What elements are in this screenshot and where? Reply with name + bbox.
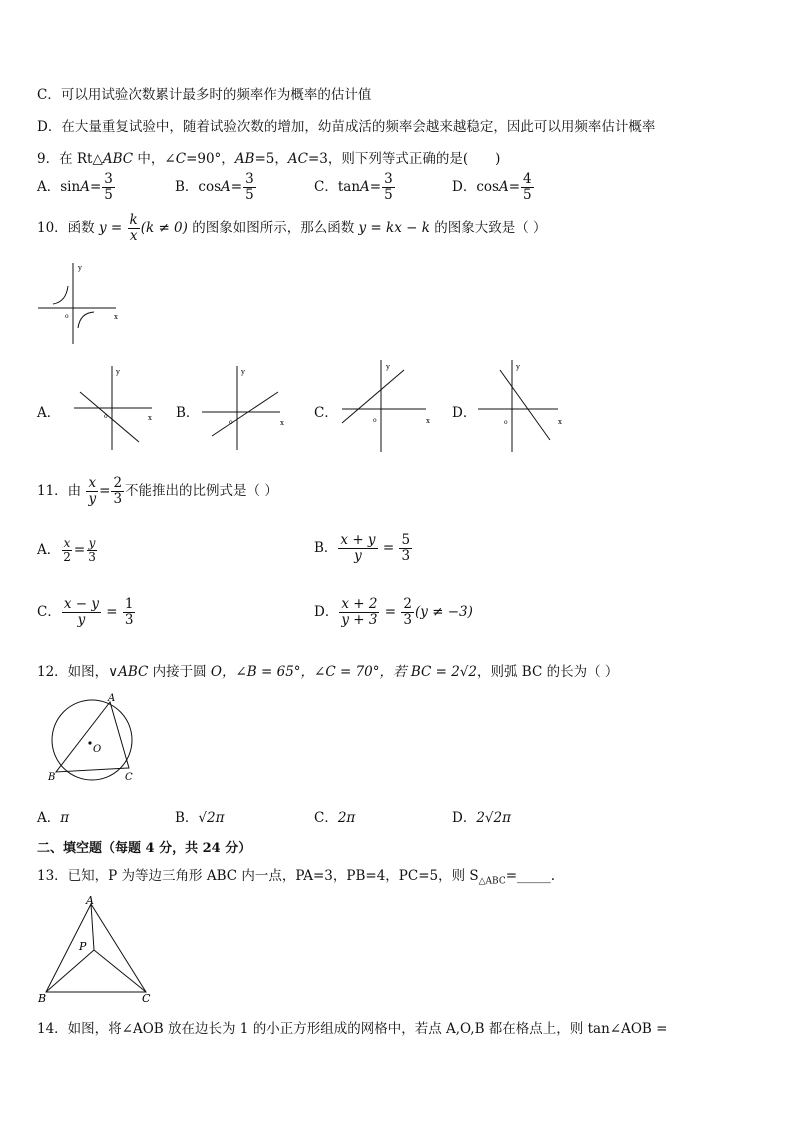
fraction: $\frac{4}{5}$ <box>523 171 532 203</box>
q13-triangle-figure <box>36 892 156 1006</box>
line-graph <box>342 370 404 423</box>
q10-option-d-label[interactable]: D． <box>452 405 477 421</box>
q8-option-d: D．在大量重复试验中，随着试验次数的增加，幼苗成活的频率会越来越稳定，因此可以用频率估计概率 <box>37 119 656 135</box>
fraction: $\frac{x}{y}$ <box>88 475 97 507</box>
fraction: $\frac{2}{3}$ <box>113 475 123 507</box>
q11-stem: 11．由 $\frac{x}{y}$ = $\frac{2}{3}$ 不能推出的比例式是（ ） <box>37 475 278 507</box>
origin-label: o <box>373 417 377 424</box>
axis-label-y: y <box>116 368 120 376</box>
line-graph <box>80 392 139 442</box>
axis-label-x: x <box>558 418 562 426</box>
fraction: $\frac{1}{3}$ <box>124 596 134 628</box>
origin-label: o <box>229 419 233 426</box>
point-label-b: B <box>38 992 47 1005</box>
axis-label-x: x <box>280 419 284 427</box>
q12-option-c[interactable]: C．2π <box>314 810 356 826</box>
fraction: $\frac{x}{2}$ <box>63 536 71 565</box>
center-dot <box>88 741 91 744</box>
fraction: $\frac{y}{3}$ <box>88 536 96 565</box>
fraction: $\frac{3}{5}$ <box>104 171 113 203</box>
point-label-a: A <box>86 894 94 907</box>
q12-option-d[interactable]: D．2√2π <box>452 810 511 826</box>
q9-option-b[interactable]: B．cosA= $\frac{3}{5}$ <box>175 171 254 203</box>
fraction: $\frac{2}{3}$ <box>403 596 412 628</box>
q11-option-c[interactable]: C． $\frac{x - y}{y}$ = $\frac{1}{3}$ <box>37 596 134 628</box>
fraction: $\frac{3}{5}$ <box>384 171 393 203</box>
axis-label-x: x <box>148 414 152 422</box>
q10-option-c-label[interactable]: C． <box>314 405 338 421</box>
axis-label-x: x <box>114 313 118 321</box>
fraction: $\frac{5}{3}$ <box>401 532 411 564</box>
axis-label-y: y <box>516 363 520 371</box>
q10-option-a-label[interactable]: A． <box>37 405 61 421</box>
fraction: $\frac{3}{5}$ <box>245 171 254 203</box>
q12-circle-figure <box>42 690 147 785</box>
q10-option-c-graph[interactable] <box>340 356 436 454</box>
q10-option-b-label[interactable]: B． <box>176 405 200 421</box>
line-graph <box>500 370 550 440</box>
hyperbola-branch-left <box>53 286 68 304</box>
axis-label-y: y <box>241 368 245 376</box>
q10-stem: 10．函数 y = $\frac{k}{x}$ (k ≠ 0) 的图象如图所示，那么函数 y = kx − k 的图象大致是（ ） <box>37 212 547 244</box>
line-graph <box>212 392 278 436</box>
segment-pb <box>46 950 94 992</box>
point-label-b: B <box>48 772 56 783</box>
triangle-abc <box>56 702 129 772</box>
fraction: $\frac{x - y}{y}$ <box>63 596 99 628</box>
point-label-c: C <box>142 992 151 1005</box>
origin-label: o <box>504 419 508 426</box>
axis-label-x: x <box>426 417 430 425</box>
q12-stem: 12．如图，∨ABC 内接于圆 O，∠B = 65°，∠C = 70°，若 BC = 2√2，则弧 BC 的长为（ ） <box>37 664 619 680</box>
fraction: $\frac{x + y}{y}$ <box>340 532 376 564</box>
q13-stem: 13．已知，P 为等边三角形 ABC 内一点，PA=3，PB=4，PC=5，则 $S_{\triangle ABC}=\_\_\_\_\_$. <box>37 868 556 887</box>
q10-option-a-graph[interactable] <box>72 362 160 452</box>
axis-label-y: y <box>386 363 390 371</box>
q10-option-b-graph[interactable] <box>200 362 292 452</box>
q12-option-b[interactable]: B．√2π <box>175 810 225 826</box>
q11-option-b[interactable]: B． $\frac{x + y}{y}$ = $\frac{5}{3}$ <box>314 532 411 564</box>
q9-stem: 9．在 Rt△ABC 中，∠C=90°，AB=5，AC=3，则下列等式正确的是( ) <box>37 151 501 167</box>
q11-option-d[interactable]: D． $\frac{x + 2}{y + 3}$ = $\frac{2}{3}$ (y ≠ −3) <box>314 596 473 628</box>
q9-option-d[interactable]: D．cosA= $\frac{4}{5}$ <box>452 171 532 203</box>
q9-option-c[interactable]: C．tanA= $\frac{3}{5}$ <box>314 171 393 203</box>
q10-option-d-graph[interactable] <box>476 356 570 454</box>
point-label-p: P <box>79 940 87 953</box>
point-label-a: A <box>108 693 116 704</box>
axis-label-y: y <box>78 264 82 272</box>
point-label-c: C <box>125 772 133 783</box>
segment-pc <box>94 950 146 992</box>
q10-hyperbola-figure <box>36 258 126 348</box>
fraction: $\frac{x + 2}{y + 3}$ <box>341 596 378 628</box>
q12-option-a[interactable]: A．π <box>37 810 70 826</box>
q11-option-a[interactable]: A． $\frac{x}{2}$ = $\frac{y}{3}$ <box>37 536 96 565</box>
section-heading: 二、填空题（每题 4 分，共 24 分） <box>37 841 252 856</box>
q9-option-a[interactable]: A．sinA= $\frac{3}{5}$ <box>37 171 113 203</box>
q14-stem: 14．如图，将∠AOB 放在边长为 1 的小正方形组成的网格中，若点 A,O,B 都在格点上，则 tan∠AOB = <box>37 1021 668 1037</box>
origin-label: o <box>104 413 108 420</box>
segment-pa <box>91 904 94 950</box>
hyperbola-branch-right <box>78 312 94 328</box>
point-label-o: O <box>93 744 102 755</box>
origin-label: o <box>65 313 69 320</box>
q8-option-c: C．可以用试验次数累计最多时的频率作为概率的估计值 <box>37 87 372 103</box>
fraction: $\frac{k}{x}$ <box>129 212 138 244</box>
